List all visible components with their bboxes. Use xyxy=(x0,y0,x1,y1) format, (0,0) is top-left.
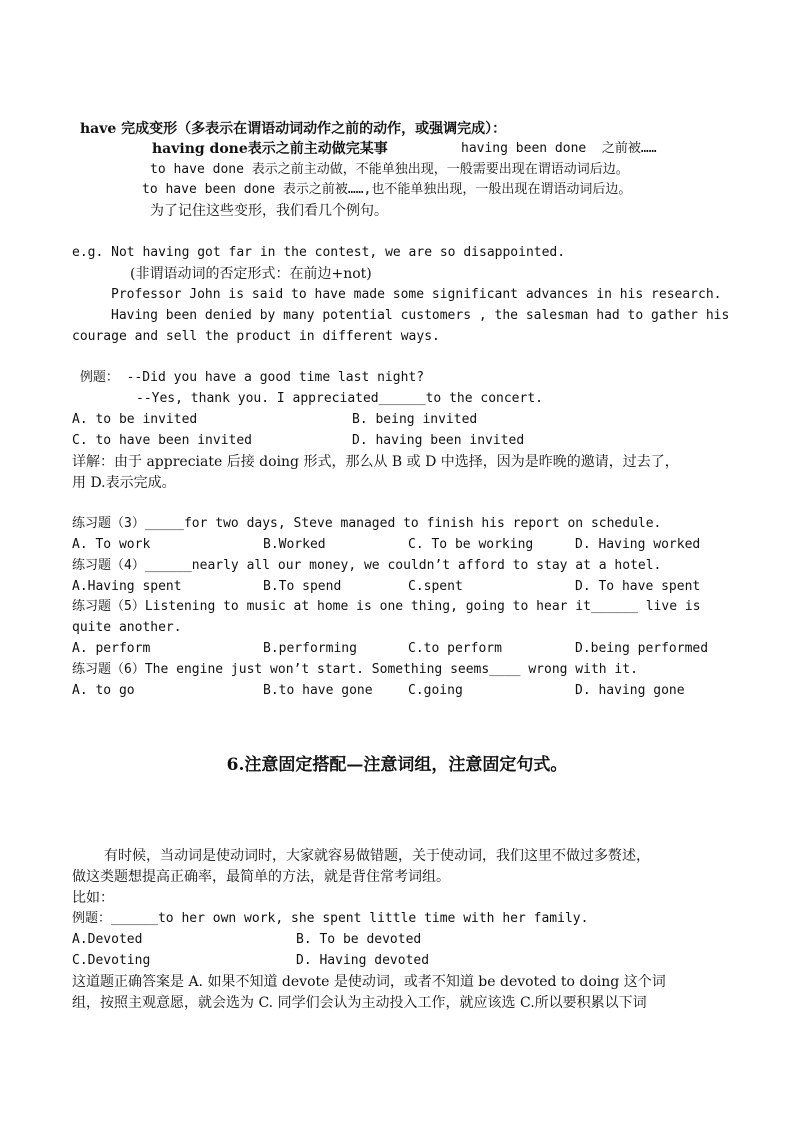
rule-having-done: having done表示之前主动做完某事 xyxy=(152,141,388,157)
practice-6-option-a: A. to go xyxy=(72,683,135,698)
rule-to-have-done: to have done 表示之前主动做，不能单独出现，一般需要出现在谓语动词后边。 xyxy=(150,162,629,177)
practice-6-option-b: B.to have gone xyxy=(263,683,373,698)
practice-4-option-c: C.spent xyxy=(408,579,463,594)
practice-4-option-a: A.Having spent xyxy=(72,579,182,594)
section-6-option-a: A.Devoted xyxy=(72,932,143,947)
section-6-explanation-2: 组，按照主观意愿，就会选为 C. 同学们会认为主动投入工作，就应该选 C.所以要积累以下词 xyxy=(72,995,647,1011)
practice-3-question: 练习题（3）_____for two days, Steve managed to finish his report on schedule. xyxy=(72,516,662,531)
example-3-line2: courage and sell the product in different ways. xyxy=(72,329,440,344)
sample-option-c: C. to have been invited xyxy=(72,433,253,448)
practice-6-question: 练习题（6）The engine just won’t start. Something seems____ wrong with it. xyxy=(72,662,638,677)
sample-option-b: B. being invited xyxy=(352,412,478,427)
section-6-explanation-1: 这道题正确答案是 A. 如果不知道 devote 是使动词，或者不知道 be devoted to doing 这个词 xyxy=(72,974,666,990)
practice-3-option-a: A. To work xyxy=(72,537,151,552)
practice-6-option-d: D. having gone xyxy=(575,683,685,698)
example-1-note: (非谓语动词的否定形式：在前边+not) xyxy=(130,266,372,282)
practice-6-option-c: C.going xyxy=(408,683,463,698)
practice-5-option-d: D.being performed xyxy=(575,641,709,656)
practice-5-option-b: B.performing xyxy=(263,641,357,656)
practice-4-option-d: D. To have spent xyxy=(575,579,701,594)
practice-5-option-c: C.to perform xyxy=(408,641,502,656)
section-6-paragraph-1-cont: 做这类题想提高正确率，最简单的方法，就是背住常考词组。 xyxy=(72,869,450,885)
section-6-question: 例题：______to her own work, she spent little time with her family. xyxy=(72,911,589,926)
sample-option-a: A. to be invited xyxy=(72,412,198,427)
sample-question: 例题： --Did you have a good time last night? xyxy=(72,370,425,385)
practice-3-option-d: D. Having worked xyxy=(575,537,701,552)
practice-3-option-b: B.Worked xyxy=(263,537,326,552)
rule-having-been-done: having been done 之前被…… xyxy=(461,141,657,156)
section-6-for-example: 比如： xyxy=(72,890,114,906)
practice-3-option-c: C. To be working xyxy=(408,537,534,552)
sample-question-reply: --Yes, thank you. I appreciated______to the concert. xyxy=(136,391,543,406)
intro-heading: have 完成变形（多表示在谓语动词动作之前的动作，或强调完成）： xyxy=(80,121,507,137)
rule-note: 为了记住这些变形，我们看几个例句。 xyxy=(150,203,388,219)
section-6-title: 6.注意固定搭配—注意词组，注意固定句式。 xyxy=(226,755,568,775)
sample-option-d: D. having been invited xyxy=(352,433,525,448)
practice-5-question-cont: quite another. xyxy=(72,620,182,635)
practice-5-question: 练习题（5）Listening to music at home is one thing, going to hear it______ live is xyxy=(72,599,701,614)
section-6-option-b: B. To be devoted xyxy=(296,932,422,947)
practice-4-option-b: B.To spend xyxy=(263,579,342,594)
sample-explanation-2: 用 D.表示完成。 xyxy=(72,475,176,491)
example-1: e.g. Not having got far in the contest, we are so disappointed. xyxy=(72,245,566,260)
practice-4-question: 练习题（4）______nearly all our money, we couldn’t afford to stay at a hotel. xyxy=(72,558,662,573)
section-6-paragraph-1: 有时候，当动词是使动词时，大家就容易做错题，关于使动词，我们这里不做过多赘述， xyxy=(104,848,650,864)
example-2: Professor John is said to have made some significant advances in his research. xyxy=(111,287,722,302)
rule-to-have-been-done: to have been done 表示之前被……,也不能单独出现，一般出现在谓语动词后边。 xyxy=(142,182,632,197)
example-3-line1: Having been denied by many potential customers , the salesman had to gather his xyxy=(111,308,730,323)
section-6-option-d: D. Having devoted xyxy=(296,953,430,968)
practice-5-option-a: A. perform xyxy=(72,641,151,656)
sample-explanation-1: 详解：由于 appreciate 后接 doing 形式，那么从 B 或 D 中选择，因为是昨晚的邀请，过去了， xyxy=(72,454,679,470)
section-6-option-c: C.Devoting xyxy=(72,953,151,968)
